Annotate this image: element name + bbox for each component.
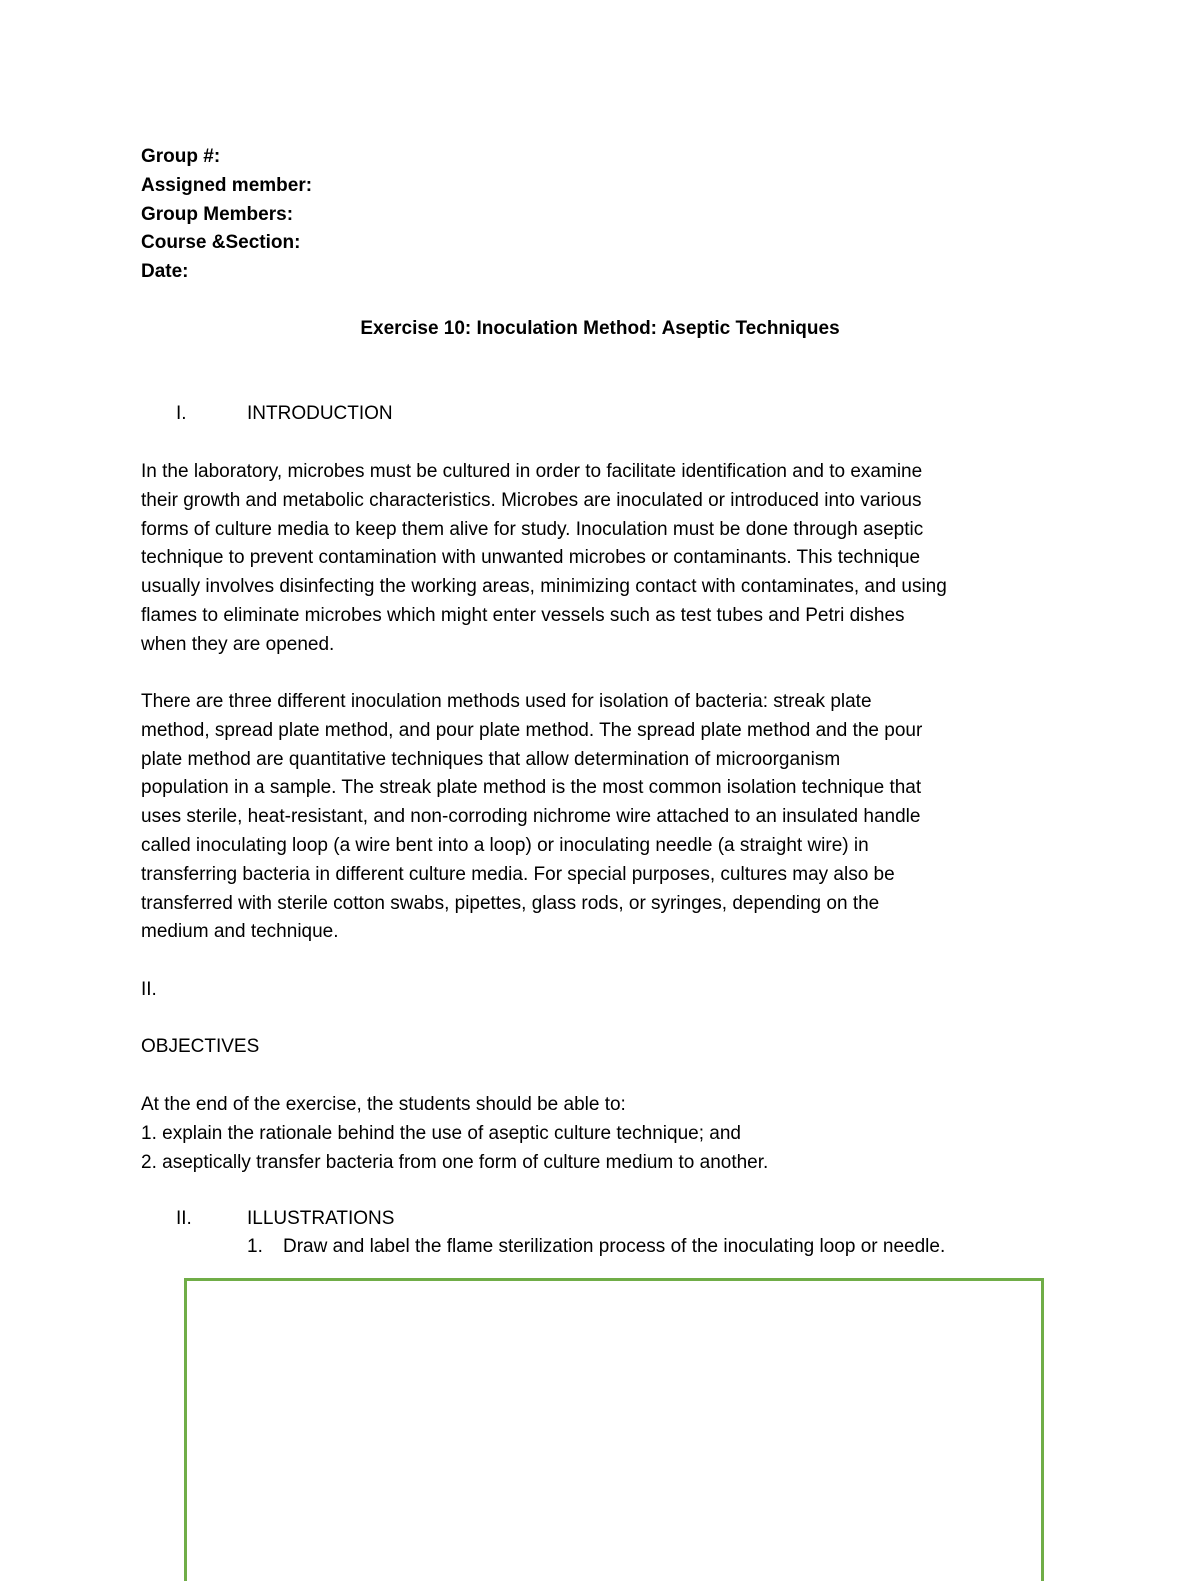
paragraph-line: population in a sample. The streak plate method is the most common isolation technique that (141, 777, 922, 799)
paragraph-line: called inoculating loop (a wire bent into a loop) or inoculating needle (a straight wire) in (141, 834, 869, 856)
objective-item: 1. explain the rationale behind the use of aseptic culture technique; and (141, 1122, 741, 1144)
paragraph-line: method, spread plate method, and pour plate method. The spread plate method and the pour (141, 719, 923, 741)
paragraph-line: flames to eliminate microbes which might enter vessels such as test tubes and Petri dishes (141, 604, 905, 626)
introduction-heading (0, 400, 1200, 428)
illustrations-number: II. (176, 1208, 192, 1229)
group-members-label: Group Members: (141, 203, 294, 225)
objectives-list (141, 1091, 768, 1177)
introduction-title: INTRODUCTION (247, 403, 393, 424)
illustration-item-text: Draw and label the flame sterilization process of the inoculating loop or needle. (283, 1236, 946, 1257)
paragraph-line: transferred with sterile cotton swabs, pipettes, glass rods, or syringes, depending on the (141, 892, 880, 914)
paragraph-line: In the laboratory, microbes must be cultured in order to facilitate identification and to examine (141, 461, 923, 482)
paragraph-line: forms of culture media to keep them alive for study. Inoculation must be done through aseptic (141, 518, 924, 540)
paragraph-line: usually involves disinfecting the working areas, minimizing contact with contaminates, and using (141, 576, 947, 598)
drawing-answer-box[interactable] (184, 1278, 1044, 1581)
document-title: Exercise 10: Inoculation Method: Aseptic Techniques (360, 318, 840, 339)
paragraph-line: when they are opened. (141, 633, 335, 655)
group-number-label: Group #: (141, 146, 221, 167)
course-section-label: Course &Section: (141, 232, 301, 254)
paragraph-line: There are three different inoculation methods used for isolation of bacteria: streak plate (141, 691, 872, 712)
paragraph-line: technique to prevent contamination with unwanted microbes or contaminants. This technique (141, 547, 921, 569)
introduction-paragraph-2 (141, 688, 1071, 947)
date-label: Date: (141, 261, 189, 283)
assigned-member-label: Assigned member: (141, 174, 313, 196)
illustrations-title: ILLUSTRATIONS (247, 1208, 395, 1229)
illustration-item-number: 1. (247, 1236, 263, 1257)
objectives-intro: At the end of the exercise, the students should be able to: (141, 1094, 626, 1115)
paragraph-line: medium and technique. (141, 921, 339, 943)
introduction-paragraph-1 (141, 458, 1071, 660)
objective-item: 2. aseptically transfer bacteria from one form of culture medium to another. (141, 1151, 769, 1173)
paragraph-line: plate method are quantitative techniques that allow determination of microorganism (141, 748, 841, 770)
paragraph-line: transferring bacteria in different culture media. For special purposes, cultures may also be (141, 863, 895, 885)
paragraph-line: uses sterile, heat-resistant, and non-corroding nichrome wire attached to an insulated handle (141, 806, 921, 828)
paragraph-line: their growth and metabolic characteristics. Microbes are inoculated or introduced into various (141, 489, 922, 511)
objectives-number: II. (141, 979, 157, 1000)
header-fields (141, 143, 312, 287)
introduction-number: I. (176, 403, 187, 424)
illustrations-heading (0, 1205, 1200, 1233)
objectives-heading: OBJECTIVES (141, 1036, 260, 1057)
